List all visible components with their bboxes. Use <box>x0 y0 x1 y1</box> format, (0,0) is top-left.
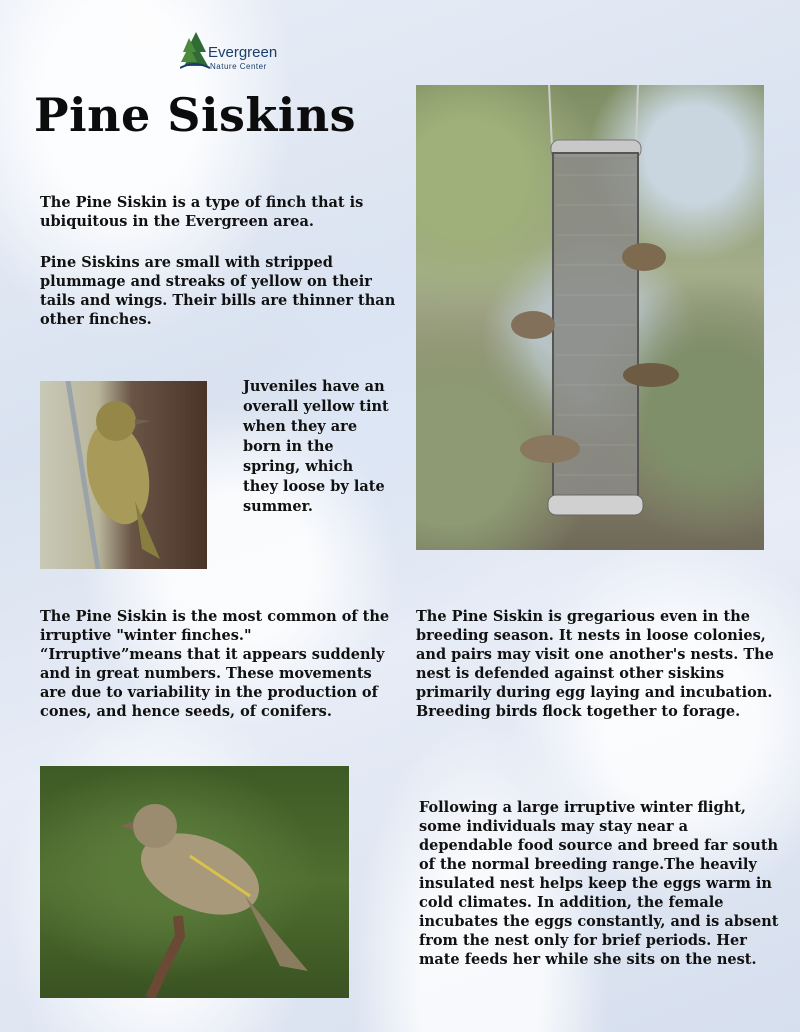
pine-siskin-photo <box>40 766 349 998</box>
feeder-photo <box>416 85 764 550</box>
irruptive-paragraph: The Pine Siskin is the most common of the irruptive "winter finches." “Irruptive”means that it appears suddenly and in great numbers. These movements are due to variability in the production of cones, and hence seeds, of conifers. <box>40 608 390 720</box>
logo-subtitle: Nature Center <box>210 62 267 71</box>
tree-icon <box>180 30 210 70</box>
logo-name: Evergreen <box>208 44 278 61</box>
juvenile-siskin-photo <box>40 381 207 569</box>
gregarious-paragraph: The Pine Siskin is gregarious even in the breeding season. It nests in loose colonies, and pairs may visit one another's nests. The nest is defended against other siskins primarily during egg laying and incubation. Breeding birds flock together to forage. <box>416 608 774 720</box>
appearance-paragraph: Pine Siskins are small with stripped plummage and streaks of yellow on their tails and wings. Their bills are thinner than other finches. <box>40 254 396 328</box>
juveniles-paragraph: Juveniles have an overall yellow tint when they are born in the spring, which they loose by late summer. <box>243 378 389 515</box>
intro-paragraph: The Pine Siskin is a type of finch that is ubiquitous in the Evergreen area. <box>40 194 364 230</box>
evergreen-logo <box>180 30 290 80</box>
winter-paragraph: Following a large irruptive winter flight, some individuals may stay near a dependable food source and breed far south of the normal breeding range.The heavily insulated nest helps keep the eggs warm in cold climates. In addition, the female incubates the eggs constantly, and is absent from the nest only for brief periods. Her mate feeds her while she sits on the nest. <box>419 799 779 968</box>
page-title: Pine Siskins <box>34 88 357 142</box>
